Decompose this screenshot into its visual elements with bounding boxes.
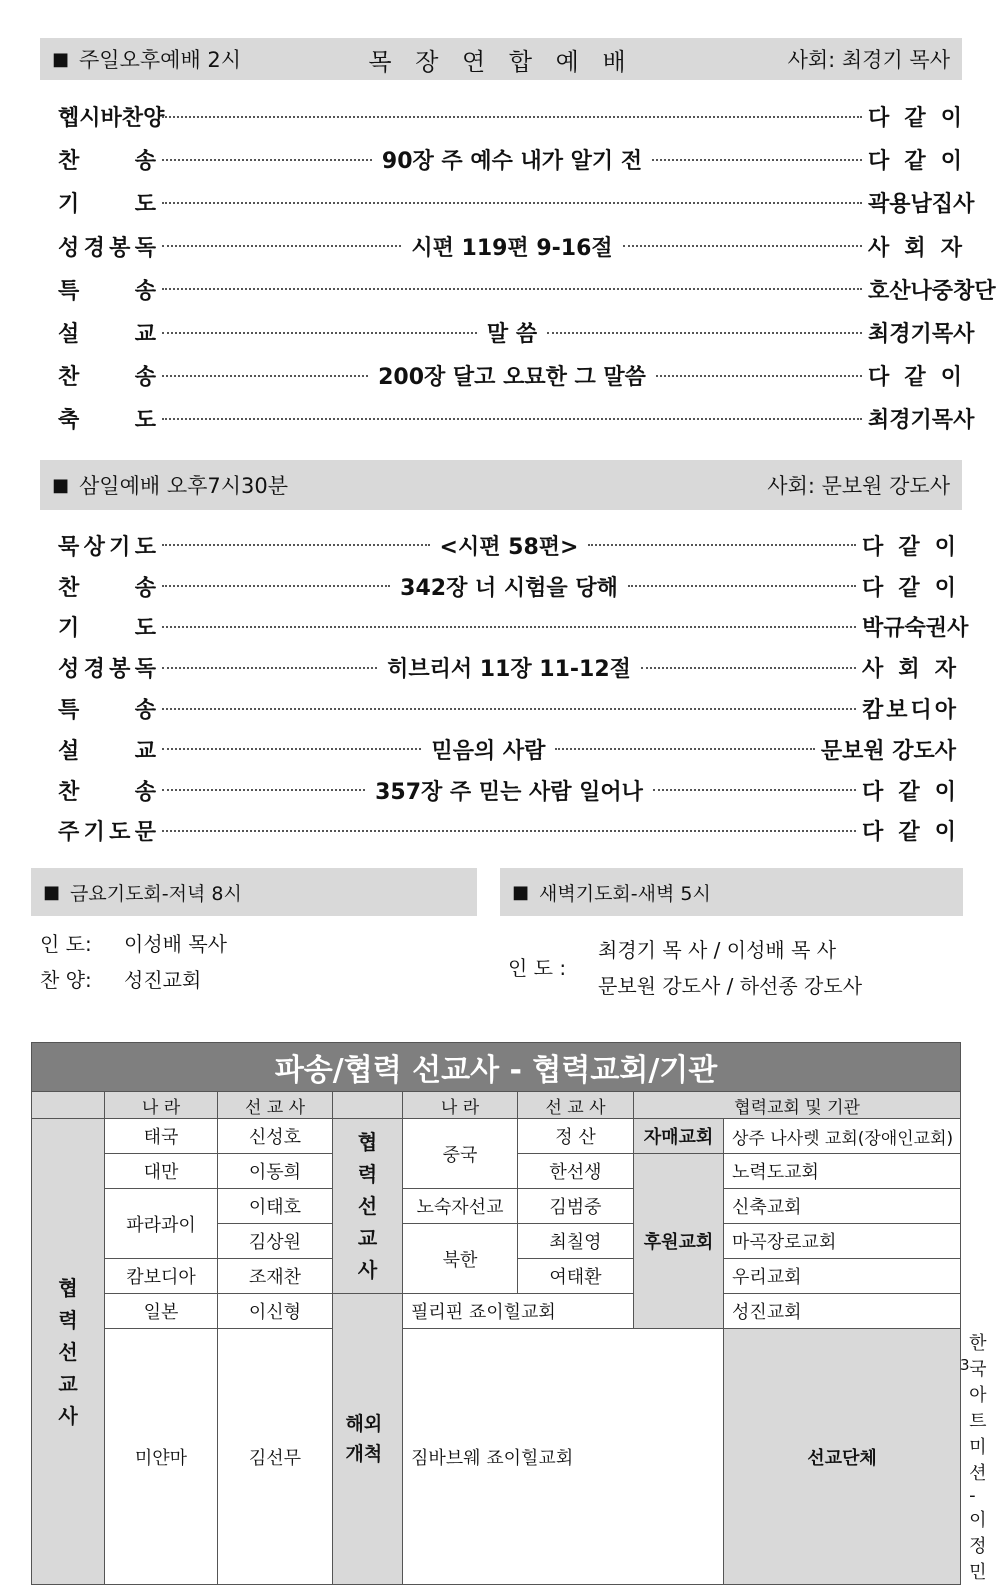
char: 교 <box>134 322 156 348</box>
char: 경 <box>83 235 105 261</box>
country-cell: 미얀마 <box>105 1329 218 1585</box>
order-detail: 말 씀 <box>486 322 538 348</box>
char: 다 <box>862 534 884 560</box>
char: 도 <box>109 820 131 846</box>
order-leader <box>862 611 969 642</box>
section2-order <box>58 525 969 851</box>
char: 사 <box>58 1403 78 1428</box>
dawn-line1: 최경기 목 사 / 이성배 목 사 <box>598 937 837 962</box>
char: 경 <box>889 322 911 348</box>
dotted-leader <box>162 667 377 669</box>
char: 찬 <box>121 106 144 132</box>
char: 시 <box>79 106 101 132</box>
order-label <box>58 815 156 846</box>
section1-order <box>58 95 996 441</box>
dotted-leader <box>162 585 390 587</box>
order-detail: 357장 주 믿는 사람 일어나 <box>375 779 643 805</box>
char: 찬 <box>58 779 80 805</box>
order-row <box>58 729 956 770</box>
char: 아 <box>934 698 956 724</box>
char: 다 <box>862 779 884 805</box>
missionary-cell: 이태호 <box>218 1189 333 1224</box>
char: 회 <box>898 657 920 683</box>
missionary-cell: 한선생 <box>518 1154 634 1189</box>
dotted-leader <box>588 544 856 546</box>
dotted-leader <box>162 708 856 710</box>
dotted-leader <box>628 585 856 587</box>
order-label <box>58 775 156 806</box>
order-leader <box>868 187 975 218</box>
char: 송 <box>134 779 156 805</box>
dotted-leader <box>162 375 368 377</box>
char: 최 <box>868 322 890 348</box>
char: 송 <box>134 149 156 175</box>
left-group-label <box>32 1119 105 1585</box>
char: 설 <box>58 322 80 348</box>
overseas-group-label <box>333 1294 403 1585</box>
order-detail: 믿음의 사람 <box>431 738 546 764</box>
char: 다 <box>862 820 884 846</box>
char: 선 <box>357 1194 378 1218</box>
char: 자 <box>934 657 956 683</box>
dotted-leader <box>547 332 862 334</box>
dotted-leader <box>162 789 365 791</box>
char: 척 <box>363 1443 383 1465</box>
char: 사 <box>862 657 884 683</box>
friday-header <box>31 868 477 916</box>
char: 기 <box>910 322 932 348</box>
missions-table: 파송/협력 선교사 - 협력교회/기관 나 라 선 교 사 나 라 선 교 사 협력교회 및 기관 협 력 선 교 사 태국 신성호 협 력 선 교 사 중국 정 산 자매교회 상주 나사렛 교회(장애인교회) 대만 이동희 한선생 후원교회 노력도교회 파라과이 이태호 노숙자선교 김범중 신축교회 김상원 북한 최칠영 마곡장로교회 캄보디아 조재찬 여태환 우리교회 일본 이신형 해 외 개 척 필리핀 죠이힐교회 성진교회 미얀마 김선무 짐바브웨 죠이힐교회 선교단체 한국아트미션 - 이정민 <box>31 1042 961 1585</box>
char: 협 <box>357 1130 378 1154</box>
char: 곽 <box>868 192 890 218</box>
order-leader <box>862 693 956 724</box>
char: 이 <box>940 149 962 175</box>
char: 교 <box>357 1226 378 1250</box>
dotted-leader <box>162 626 856 628</box>
order-leader <box>868 231 962 262</box>
order-detail: 90장 주 예수 내가 알기 전 <box>381 149 643 175</box>
order-row <box>58 138 962 181</box>
char: 묵 <box>58 534 80 560</box>
dawn-header <box>500 868 963 916</box>
dotted-leader <box>162 332 477 334</box>
char: 경 <box>83 657 105 683</box>
section2-header <box>40 460 962 510</box>
char: 산 <box>889 278 911 304</box>
order-row <box>58 311 975 354</box>
order-row <box>58 566 956 607</box>
char: 목 <box>931 322 954 348</box>
country-cell: 노숙자선교 <box>403 1189 518 1224</box>
order-label <box>58 144 156 175</box>
order-leader <box>868 274 996 305</box>
order-label <box>58 693 156 724</box>
char: 이 <box>940 106 962 132</box>
order-label <box>58 734 156 765</box>
order-row <box>58 770 956 811</box>
order-detail: 342장 너 시험을 당해 <box>400 575 618 601</box>
char: 남 <box>910 192 932 218</box>
char: 성 <box>58 235 80 261</box>
order-detail: 200장 달고 오묘한 그 말씀 <box>378 365 646 391</box>
order-leader <box>868 144 962 175</box>
col-missionary: 선 교 사 <box>218 1092 333 1119</box>
order-row <box>58 397 975 440</box>
char: 송 <box>134 278 156 304</box>
char: 중 <box>931 278 954 304</box>
dotted-leader <box>162 830 856 832</box>
char: 같 <box>898 575 920 601</box>
missionary-cell: 신성호 <box>218 1119 333 1154</box>
missionary-cell: 김범중 <box>518 1189 634 1224</box>
char: 사 <box>947 616 969 642</box>
order-leader <box>862 571 956 602</box>
dotted-leader <box>162 544 430 546</box>
char: 같 <box>904 106 926 132</box>
char: 디 <box>910 698 932 724</box>
char: 같 <box>898 820 920 846</box>
order-row <box>58 225 962 268</box>
char: 캄 <box>862 698 884 724</box>
support-church: 우리교회 <box>724 1259 961 1294</box>
support-church: 성진교회 <box>724 1294 961 1329</box>
order-row <box>58 647 956 688</box>
dotted-leader <box>653 789 856 791</box>
missionary-cell: 조재찬 <box>218 1259 333 1294</box>
char: 최 <box>868 408 890 434</box>
char: 바 <box>100 106 122 132</box>
missionary-cell: 김상원 <box>218 1224 333 1259</box>
char: 협 <box>58 1275 78 1300</box>
char: 회 <box>904 235 926 261</box>
char: 찬 <box>58 365 80 391</box>
char: 같 <box>904 149 926 175</box>
char: 기 <box>83 820 105 846</box>
support-church: 마곡장로교회 <box>724 1224 961 1259</box>
char: 기 <box>910 408 932 434</box>
missionary-cell: 여태환 <box>518 1259 634 1294</box>
dotted-leader <box>162 245 401 247</box>
friday-lead-value: 이성배 목사 <box>124 931 227 956</box>
dawn-lead-label: 인 도 : <box>508 955 567 980</box>
order-label <box>58 403 156 434</box>
col-country: 나 라 <box>105 1092 218 1119</box>
col-missionary: 선 교 사 <box>518 1092 634 1119</box>
char: 사 <box>953 322 975 348</box>
order-leader <box>868 360 962 391</box>
char: 이 <box>934 575 956 601</box>
dotted-leader <box>162 288 862 290</box>
dotted-leader <box>162 116 862 118</box>
friday-lead-label: 인 도: <box>40 931 92 956</box>
country-cell: 태국 <box>105 1119 218 1154</box>
missionary-cell: 정 산 <box>518 1119 634 1154</box>
char: 도 <box>134 534 156 560</box>
char: 창 <box>953 278 975 304</box>
dotted-leader <box>162 159 372 161</box>
char: 헵 <box>58 106 80 132</box>
char: 다 <box>868 106 890 132</box>
overseas-church: 짐바브웨 죠이힐교회 <box>403 1329 724 1585</box>
order-label <box>58 652 156 683</box>
section1-center-title: 목 장 연 합 예 배 <box>368 47 634 76</box>
char: 이 <box>940 365 962 391</box>
char: 박 <box>862 616 884 642</box>
section2-host: 사회: 문보원 강도사 <box>767 474 950 498</box>
square-bullet-icon: ■ <box>52 48 70 70</box>
section1-title: 주일오후예배 2시 <box>79 48 242 72</box>
char: 송 <box>134 698 156 724</box>
order-label <box>58 231 156 262</box>
order-leader <box>862 530 956 561</box>
missionary-cell: 최칠영 <box>518 1224 634 1259</box>
order-leader <box>862 652 956 683</box>
dawn-title: 새벽기도회-새벽 5시 <box>539 882 711 905</box>
country-cell: 일본 <box>105 1294 218 1329</box>
char: 봉 <box>109 235 131 261</box>
friday-praise-label: 찬 양: <box>40 967 92 992</box>
order-row <box>58 688 956 729</box>
missions-title: 파송/협력 선교사 - 협력교회/기관 <box>32 1043 961 1092</box>
order-label <box>58 317 156 348</box>
char: 도 <box>134 616 156 642</box>
sister-church-value: 상주 나사렛 교회(장애인교회) <box>724 1119 961 1154</box>
char: 특 <box>58 698 80 724</box>
country-cell: 캄보디아 <box>105 1259 218 1294</box>
order-row <box>58 811 956 852</box>
missionary-cell: 김선무 <box>218 1329 333 1585</box>
char: 같 <box>904 365 926 391</box>
char: 봉 <box>109 657 131 683</box>
dotted-leader <box>656 375 862 377</box>
order-row <box>58 268 996 311</box>
section2-title: 삼일예배 오후7시30분 <box>79 474 289 498</box>
page-number: 3 <box>960 1356 970 1374</box>
order-leader <box>862 775 956 806</box>
char: 기 <box>109 534 131 560</box>
char: 독 <box>134 235 156 261</box>
square-bullet-icon: ■ <box>52 474 70 496</box>
char: 사 <box>357 1258 378 1282</box>
char: 자 <box>940 235 962 261</box>
country-cell: 중국 <box>403 1119 518 1189</box>
char: 다 <box>862 575 884 601</box>
friday-title: 금요기도회-저녁 8시 <box>70 882 242 905</box>
order-leader <box>868 403 975 434</box>
char: 사 <box>953 408 975 434</box>
char: 같 <box>898 779 920 805</box>
char: 찬 <box>58 575 80 601</box>
dotted-leader <box>623 245 862 247</box>
char: 력 <box>58 1307 78 1332</box>
dotted-leader <box>652 159 862 161</box>
char: 개 <box>345 1443 364 1465</box>
char: 단 <box>974 278 996 304</box>
char: 나 <box>910 278 932 304</box>
country-cell: 파라과이 <box>105 1189 218 1259</box>
char: 숙 <box>904 616 926 642</box>
square-bullet-icon: ■ <box>43 881 61 903</box>
char: 특 <box>58 278 80 304</box>
dotted-leader <box>555 748 814 750</box>
order-leader <box>862 815 956 846</box>
friday-info <box>40 924 227 996</box>
char: 같 <box>898 534 920 560</box>
char: 목 <box>931 408 954 434</box>
char: 주 <box>58 820 80 846</box>
section1-header <box>40 38 962 80</box>
order-leader <box>868 317 975 348</box>
support-church: 노력도교회 <box>724 1154 961 1189</box>
order-row <box>58 354 962 397</box>
order-row <box>58 607 969 648</box>
char: 송 <box>134 365 156 391</box>
missionary-cell: 이신형 <box>218 1294 333 1329</box>
friday-praise-value: 성진교회 <box>124 967 202 992</box>
char: 설 <box>58 738 80 764</box>
order-detail: <시편 58편> <box>439 534 579 560</box>
char: 찬 <box>58 149 80 175</box>
order-row <box>58 95 962 138</box>
country-cell: 북한 <box>403 1224 518 1294</box>
square-bullet-icon: ■ <box>512 881 530 903</box>
order-label <box>58 360 156 391</box>
order-row <box>58 181 975 224</box>
char: 사 <box>953 192 975 218</box>
char: 외 <box>363 1413 383 1435</box>
country-cell: 대만 <box>105 1154 218 1189</box>
char: 도 <box>134 408 156 434</box>
char: 교 <box>134 738 156 764</box>
char: 보 <box>886 698 908 724</box>
char: 이 <box>934 779 956 805</box>
sister-church-label: 자매교회 <box>634 1119 724 1154</box>
dawn-line2: 문보원 강도사 / 하선종 강도사 <box>598 973 863 998</box>
char: 송 <box>134 575 156 601</box>
overseas-church: 필리핀 죠이힐교회 <box>403 1294 724 1329</box>
char: 기 <box>58 192 80 218</box>
dotted-leader <box>641 667 856 669</box>
char: 도 <box>134 192 156 218</box>
order-label <box>58 611 156 642</box>
dotted-leader <box>162 748 421 750</box>
char: 다 <box>868 149 890 175</box>
char: 양 <box>143 106 165 132</box>
dotted-leader <box>162 202 862 204</box>
order-label <box>58 530 156 561</box>
char: 호 <box>868 278 890 304</box>
char: 이 <box>934 820 956 846</box>
support-church: 신축교회 <box>724 1189 961 1224</box>
order-row <box>58 525 956 566</box>
support-church-label: 후원교회 <box>634 1154 724 1329</box>
char: 해 <box>345 1413 364 1435</box>
col-country: 나 라 <box>403 1092 518 1119</box>
dawn-info <box>508 930 862 1002</box>
char: 상 <box>83 534 105 560</box>
order-label <box>58 274 156 305</box>
char: 선 <box>58 1339 78 1364</box>
char: 집 <box>931 192 954 218</box>
char: 권 <box>925 616 948 642</box>
char: 경 <box>889 408 911 434</box>
mid-group-label <box>333 1119 403 1294</box>
order-label <box>58 101 165 132</box>
order-detail: 히브리서 11장 11-12절 <box>387 657 631 683</box>
char: 기 <box>58 616 80 642</box>
char: 다 <box>868 365 890 391</box>
missionary-cell: 이동희 <box>218 1154 333 1189</box>
order-detail: 시편 119편 9-16절 <box>411 235 613 261</box>
col-partner: 협력교회 및 기관 <box>634 1092 961 1119</box>
char: 문 <box>134 820 156 846</box>
dotted-leader <box>162 418 862 420</box>
order-leader: 문보원 강도사 <box>820 738 956 764</box>
char: 이 <box>934 534 956 560</box>
char: 력 <box>357 1162 378 1186</box>
char: 규 <box>883 616 905 642</box>
section1-host: 사회: 최경기 목사 <box>787 48 950 72</box>
order-label <box>58 571 156 602</box>
order-label <box>58 187 156 218</box>
char: 독 <box>134 657 156 683</box>
mission-org-label: 선교단체 <box>724 1329 961 1585</box>
char: 교 <box>58 1371 78 1396</box>
char: 성 <box>58 657 80 683</box>
char: 사 <box>868 235 890 261</box>
char: 축 <box>58 408 80 434</box>
char: 용 <box>889 192 911 218</box>
order-leader <box>868 101 962 132</box>
